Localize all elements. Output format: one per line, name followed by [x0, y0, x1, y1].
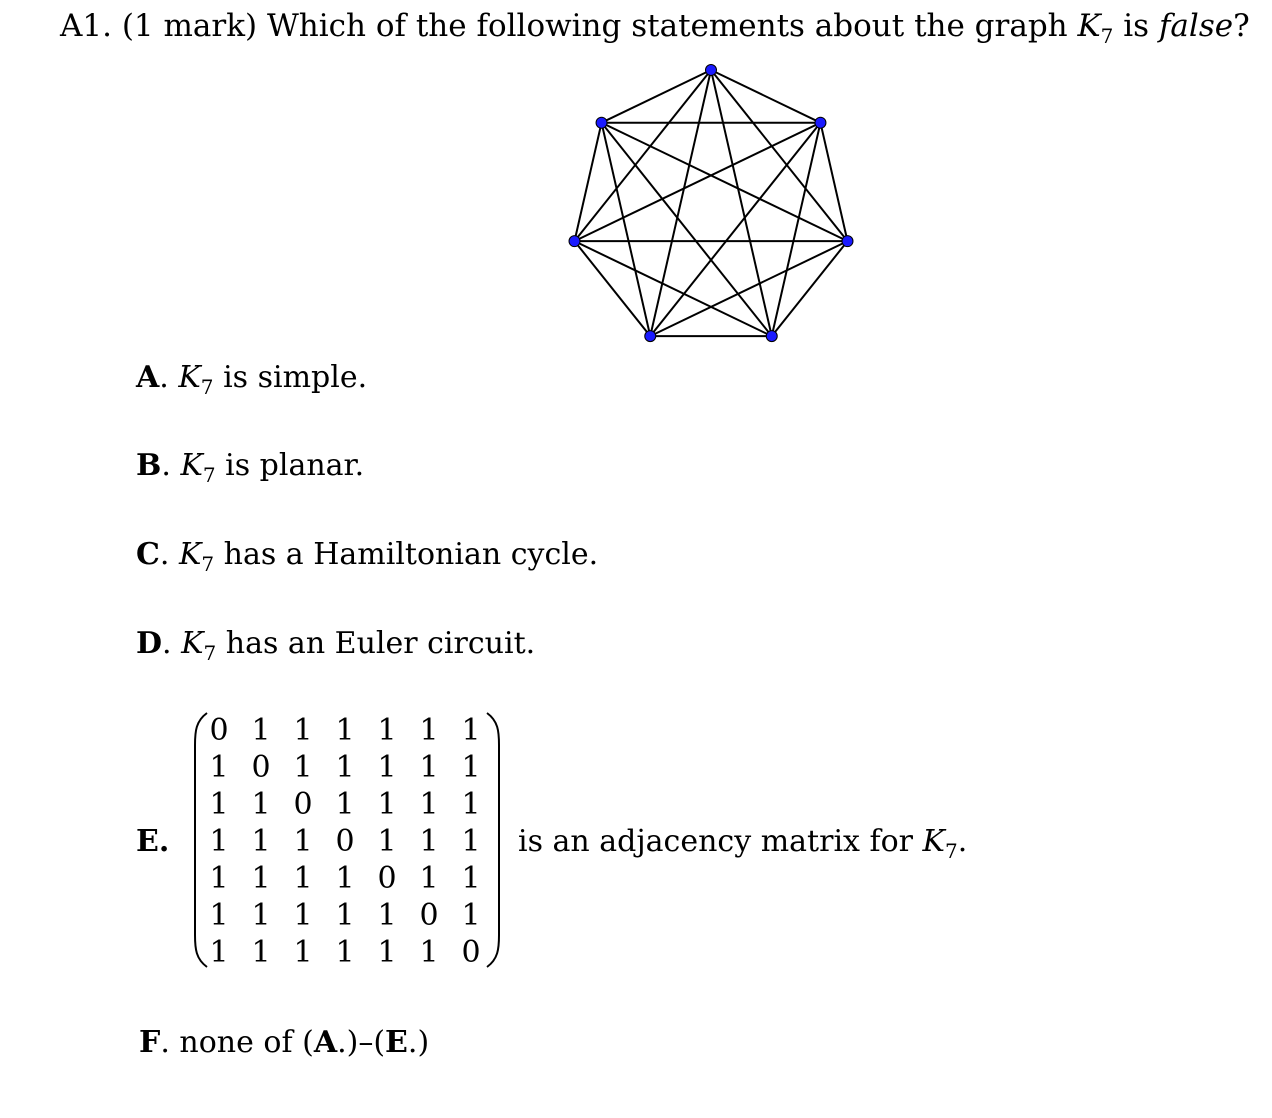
- matrix-cell: 1: [377, 787, 397, 822]
- graph-vertex: [815, 117, 826, 128]
- matrix-cell: 1: [419, 935, 439, 970]
- matrix-cell: 1: [251, 713, 271, 748]
- matrix-cell: 1: [377, 824, 397, 859]
- option-period: .: [957, 824, 968, 859]
- matrix-cell: 1: [377, 935, 397, 970]
- graph-symbol: K: [1077, 8, 1101, 44]
- matrix-cell: 1: [293, 898, 313, 933]
- matrix-cell: 0: [335, 824, 355, 859]
- option-letter: C: [136, 537, 160, 572]
- graph-vertex: [766, 331, 777, 342]
- matrix-cell: 1: [335, 713, 355, 748]
- matrix-cell: 1: [419, 861, 439, 896]
- option-letter: E: [136, 824, 159, 859]
- matrix-cell: 1: [419, 713, 439, 748]
- matrix-cell: 1: [335, 898, 355, 933]
- option-subscript: 7: [201, 552, 215, 576]
- matrix-cell: 1: [251, 898, 271, 933]
- graph-edge: [575, 241, 772, 336]
- matrix-cell: 1: [419, 787, 439, 822]
- option-symbol: K: [181, 626, 204, 661]
- matrix-cell: 1: [209, 861, 229, 896]
- matrix-cell: 0: [419, 898, 439, 933]
- option-text: none of: [179, 1025, 293, 1060]
- range-end: E: [385, 1025, 408, 1060]
- matrix-cell: 1: [251, 861, 271, 896]
- matrix-cell: 1: [461, 787, 481, 822]
- option-symbol: K: [180, 448, 203, 483]
- matrix-cell: 1: [293, 824, 313, 859]
- graph-edges: [575, 70, 848, 336]
- k7-graph-figure: [568, 63, 854, 345]
- option-a[interactable]: A. $K_7$ is simple.: [136, 360, 368, 399]
- graph-vertex: [706, 65, 717, 76]
- matrix-cell: 1: [335, 787, 355, 822]
- question-number: A1.: [60, 8, 112, 44]
- option-f[interactable]: F. none of (A.)–(E.): [139, 1025, 430, 1060]
- graph-vertex: [645, 331, 656, 342]
- matrix-cell: 1: [209, 750, 229, 785]
- matrix-cell: 1: [335, 861, 355, 896]
- option-letter: A: [136, 360, 160, 395]
- graph-edge: [602, 70, 711, 123]
- option-symbol: K: [178, 537, 202, 572]
- matrix-cell: 0: [461, 935, 481, 970]
- matrix-cell: 1: [377, 713, 397, 748]
- matrix-cell: 1: [293, 935, 313, 970]
- option-text: has a Hamiltonian cycle.: [223, 537, 599, 572]
- range-start: A: [313, 1025, 338, 1060]
- question-mark: ?: [1233, 8, 1250, 44]
- graph-vertex: [596, 117, 607, 128]
- matrix-cell: 1: [209, 824, 229, 859]
- matrix-cell: 1: [251, 787, 271, 822]
- option-subscript: 7: [944, 839, 958, 863]
- option-letter: B: [136, 448, 162, 483]
- graph-edge: [602, 123, 848, 241]
- option-symbol: K: [922, 824, 945, 859]
- matrix-cell: 0: [293, 787, 313, 822]
- matrix-cell: 1: [461, 861, 481, 896]
- matrix-cell: 1: [209, 935, 229, 970]
- graph-edge: [575, 123, 821, 241]
- option-b[interactable]: B. $K_7$ is planar.: [136, 448, 365, 487]
- matrix-cell: 1: [209, 898, 229, 933]
- matrix-cell: 0: [377, 861, 397, 896]
- option-text: is planar.: [225, 448, 365, 483]
- matrix-cell: 1: [461, 824, 481, 859]
- matrix-cell: 1: [251, 935, 271, 970]
- matrix-cell: 1: [419, 824, 439, 859]
- option-subscript: 7: [200, 375, 214, 399]
- matrix-cell: 1: [293, 861, 313, 896]
- matrix-cell: 1: [293, 713, 313, 748]
- matrix-cell: 1: [419, 750, 439, 785]
- option-symbol: K: [178, 360, 201, 395]
- option-subscript: 7: [203, 641, 217, 665]
- option-text: is simple.: [223, 360, 368, 395]
- graph-subscript: 7: [1100, 24, 1114, 48]
- matrix-cell: 1: [293, 750, 313, 785]
- graph-edge: [711, 70, 772, 336]
- matrix-cell: 1: [377, 898, 397, 933]
- option-e[interactable]: E.: [136, 824, 170, 859]
- question-text: Which of the following statements about the graph: [266, 8, 1068, 44]
- matrix-cell: 1: [251, 824, 271, 859]
- option-text: is an adjacency matrix for: [518, 824, 913, 859]
- graph-vertex: [569, 236, 580, 247]
- question-line: [60, 6, 1250, 46]
- matrix-cell: 1: [377, 750, 397, 785]
- option-letter: F: [139, 1025, 161, 1060]
- matrix-cell: 1: [209, 787, 229, 822]
- option-d[interactable]: D. $K_7$ has an Euler circuit.: [136, 626, 536, 665]
- matrix-right-paren: [486, 711, 502, 969]
- question-emphasis: false: [1158, 8, 1234, 44]
- question-marks: (1 mark): [121, 8, 258, 44]
- graph-edge: [602, 123, 772, 336]
- adjacency-matrix: [192, 711, 502, 971]
- graph-vertex: [842, 236, 853, 247]
- graph-edge: [650, 241, 847, 336]
- option-e-text: [518, 822, 967, 862]
- graph-edge: [650, 70, 711, 336]
- graph-edge: [711, 70, 820, 123]
- matrix-cell: 0: [251, 750, 271, 785]
- matrix-cell: 0: [209, 713, 229, 748]
- option-c[interactable]: C. $K_7$ has a Hamiltonian cycle.: [136, 537, 599, 576]
- matrix-cell: 1: [461, 750, 481, 785]
- option-text: has an Euler circuit.: [225, 626, 536, 661]
- graph-edge: [650, 123, 820, 336]
- matrix-cell: 1: [335, 750, 355, 785]
- question-text-middle: is: [1123, 8, 1150, 44]
- option-letter: D: [136, 626, 163, 661]
- matrix-cell: 1: [461, 713, 481, 748]
- graph-vertices: [569, 65, 853, 342]
- matrix-cell: 1: [335, 935, 355, 970]
- option-subscript: 7: [202, 463, 216, 487]
- matrix-cell: 1: [461, 898, 481, 933]
